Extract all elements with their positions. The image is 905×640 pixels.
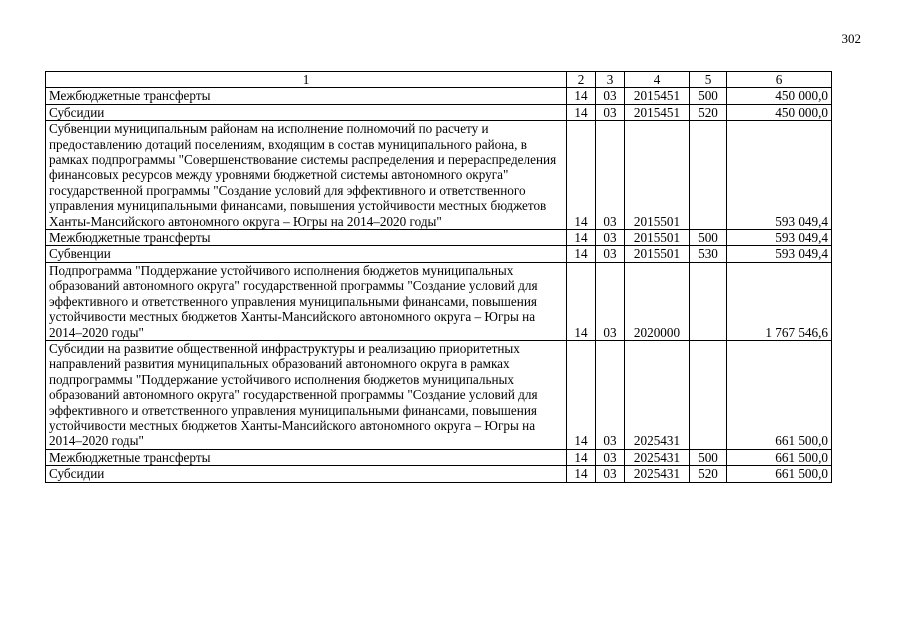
expense-type-code: 500: [690, 230, 727, 246]
amount: 450 000,0: [727, 88, 832, 104]
budget-table: [45, 71, 832, 483]
amount: 661 500,0: [727, 449, 832, 465]
subsection-code: 03: [596, 104, 625, 120]
table-row: [46, 88, 832, 104]
subsection-code: 03: [596, 449, 625, 465]
column-header: 5: [690, 72, 727, 88]
row-description: Подпрограмма "Поддержание устойчивого исполнения бюджетов муниципальных образований автономного округа" государственной программы "Создание условий для эффективного и ответственного управления муниципальными финансами, повышения устойчивости местных бюджетов Ханты-Мансийского автономного округа – Югры на 2014–2020 годы": [46, 262, 567, 340]
column-header: 4: [625, 72, 690, 88]
subsection-code: 03: [596, 88, 625, 104]
column-header: 2: [567, 72, 596, 88]
row-description: Субвенции муниципальным районам на исполнение полномочий по расчету и предоставлению дотаций поселениям, входящим в состав муниципального района, в рамках подпрограммы "Совершенствование системы распределения и перераспределения финансовых ресурсов между уровнями бюджетной системы автономного округа" государственной программы "Создание условий для эффективного и ответственного управления муниципальными финансами, повышения устойчивости местных бюджетов Ханты-Мансийского автономного округа – Югры на 2014–2020 годы": [46, 121, 567, 230]
table-row: [46, 246, 832, 262]
table-row: [46, 230, 832, 246]
column-header: 1: [46, 72, 567, 88]
table-row: [46, 449, 832, 465]
subsection-code: 03: [596, 466, 625, 482]
amount: 593 049,4: [727, 246, 832, 262]
table-row: [46, 104, 832, 120]
target-article-code: 2015501: [625, 121, 690, 230]
amount: 593 049,4: [727, 230, 832, 246]
target-article-code: 2020000: [625, 262, 690, 340]
table-row: [46, 340, 832, 449]
amount: 1 767 546,6: [727, 262, 832, 340]
amount: 593 049,4: [727, 121, 832, 230]
target-article-code: 2025431: [625, 340, 690, 449]
amount: 661 500,0: [727, 340, 832, 449]
section-code: 14: [567, 340, 596, 449]
table-header-row: [46, 72, 832, 88]
row-description: Субсидии: [46, 466, 567, 482]
expense-type-code: 500: [690, 449, 727, 465]
expense-type-code: [690, 340, 727, 449]
section-code: 14: [567, 104, 596, 120]
row-description: Межбюджетные трансферты: [46, 88, 567, 104]
amount: 661 500,0: [727, 466, 832, 482]
table-row: [46, 262, 832, 340]
row-description: Субсидии на развитие общественной инфраструктуры и реализацию приоритетных направлений развития муниципальных образований автономного округа в рамках подпрограммы "Поддержание устойчивого исполнения бюджетов муниципальных образований автономного округа" государственной программы "Создание условий для эффективного и ответственного управления муниципальными финансами, повышения устойчивости местных бюджетов Ханты-Мансийского автономного округа – Югры на 2014–2020 годы": [46, 340, 567, 449]
target-article-code: 2025431: [625, 466, 690, 482]
subsection-code: 03: [596, 121, 625, 230]
target-article-code: 2015501: [625, 230, 690, 246]
row-description: Межбюджетные трансферты: [46, 230, 567, 246]
target-article-code: 2015451: [625, 88, 690, 104]
amount: 450 000,0: [727, 104, 832, 120]
row-description: Субвенции: [46, 246, 567, 262]
expense-type-code: 520: [690, 466, 727, 482]
section-code: 14: [567, 262, 596, 340]
target-article-code: 2015501: [625, 246, 690, 262]
section-code: 14: [567, 449, 596, 465]
section-code: 14: [567, 88, 596, 104]
subsection-code: 03: [596, 246, 625, 262]
column-header: 6: [727, 72, 832, 88]
section-code: 14: [567, 466, 596, 482]
subsection-code: 03: [596, 340, 625, 449]
target-article-code: 2015451: [625, 104, 690, 120]
subsection-code: 03: [596, 230, 625, 246]
table-row: [46, 466, 832, 482]
column-header: 3: [596, 72, 625, 88]
row-description: Межбюджетные трансферты: [46, 449, 567, 465]
expense-type-code: 520: [690, 104, 727, 120]
expense-type-code: [690, 121, 727, 230]
subsection-code: 03: [596, 262, 625, 340]
expense-type-code: 500: [690, 88, 727, 104]
target-article-code: 2025431: [625, 449, 690, 465]
section-code: 14: [567, 121, 596, 230]
section-code: 14: [567, 230, 596, 246]
section-code: 14: [567, 246, 596, 262]
expense-type-code: [690, 262, 727, 340]
row-description: Субсидии: [46, 104, 567, 120]
page-number: 302: [841, 31, 861, 46]
table-row: [46, 121, 832, 230]
expense-type-code: 530: [690, 246, 727, 262]
